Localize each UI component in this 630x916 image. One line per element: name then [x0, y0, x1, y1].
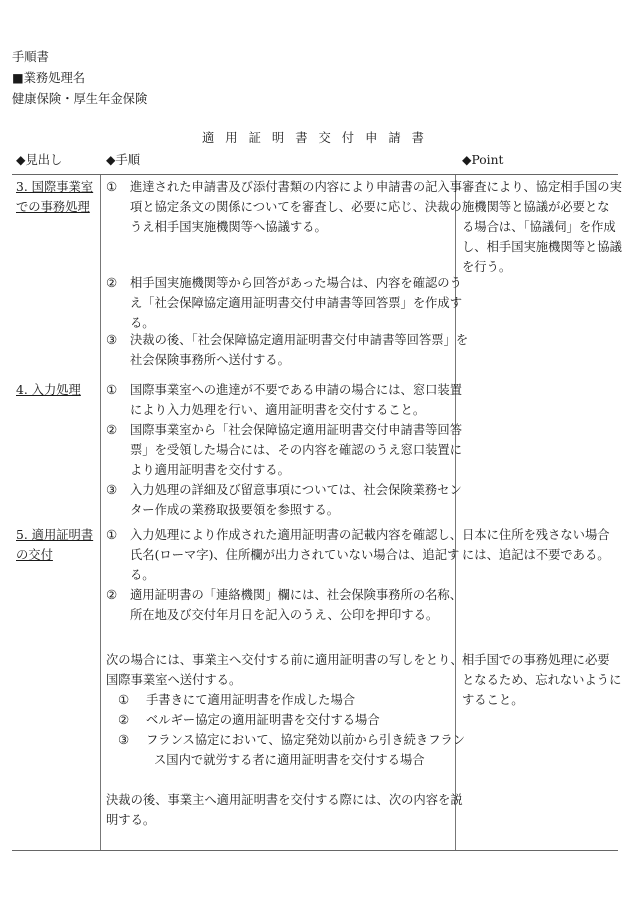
case-line: 手書きにて適用証明書を作成した場合 — [146, 693, 356, 707]
heading-line: 5. 適用証明書 — [16, 528, 94, 542]
point-line: し、相手国実施機関等と協議 — [462, 240, 622, 254]
item-marker: ① — [106, 180, 118, 194]
item-line: 項と協定条文の関係についてを審査し、必要に応じ、決裁の — [130, 200, 462, 214]
column-header-heading: ◆見出し — [16, 153, 63, 167]
task-name: 健康保険・厚生年金保険 — [12, 92, 148, 106]
case-marker: ① — [118, 693, 130, 707]
procedure-item — [106, 273, 462, 333]
point-note — [462, 177, 622, 277]
item-marker: ② — [106, 423, 118, 437]
item-line: 決裁の後、「社会保障協定適用証明書交付申請書等回答票」を — [130, 333, 469, 347]
copy-case — [118, 690, 355, 710]
point-note — [462, 525, 610, 565]
item-line: え「社会保障協定適用証明書交付申請書等回答票」を作成す — [130, 296, 463, 310]
copy-note — [106, 650, 463, 690]
case-line: ベルギー協定の適用証明書を交付する場合 — [146, 713, 380, 727]
item-line: 相手国実施機関等から回答があった場合は、内容を確認のう — [130, 276, 462, 290]
item-line: る。 — [130, 568, 155, 582]
copy-case — [118, 710, 380, 730]
item-line: 進達された申請書及び添付書類の内容により申請書の記入事 — [130, 180, 463, 194]
item-marker: ③ — [106, 333, 118, 347]
copy-case — [118, 730, 465, 770]
case-marker: ③ — [118, 733, 130, 747]
procedure-item — [106, 380, 462, 420]
case-line: ス国内で就労する者に適用証明書を交付する場合 — [154, 753, 425, 767]
doc-type: 手順書 — [12, 50, 49, 64]
note-line: 次の場合には、事業主へ交付する前に適用証明書の写しをとり、 — [106, 653, 463, 667]
point-line: すること。 — [462, 693, 524, 707]
item-line: 社会保険事務所へ送付する。 — [130, 353, 290, 367]
column-header-procedure: ◆手順 — [106, 153, 141, 167]
heading-line: 4. 入力処理 — [16, 383, 81, 397]
point-line: 日本に住所を残さない場合 — [462, 528, 610, 542]
item-line: 氏名(ローマ字)、住所欄が出力されていない場合は、追記す — [130, 548, 460, 562]
item-marker: ② — [106, 588, 118, 602]
task-label: ■業務処理名 — [12, 71, 86, 85]
point-line: 相手国での事務処理に必要 — [462, 653, 610, 667]
item-line: うえ相手国実施機関等へ協議する。 — [130, 220, 327, 234]
item-line: 国際事業室から「社会保障協定適用証明書交付申請書等回答 — [130, 423, 463, 437]
point-line: となるため、忘れないように — [462, 673, 622, 687]
procedure-item — [106, 420, 462, 480]
procedure-item — [106, 177, 462, 237]
item-line: 票」を受領した場合には、その内容を確認のうえ窓口装置に — [130, 443, 463, 457]
column-header-point: ◆Point — [462, 153, 504, 167]
item-line: ター作成の業務取扱要領を参照する。 — [130, 503, 340, 517]
heading-line: での事務処理 — [16, 200, 90, 214]
item-line: 適用証明書の「連絡機関」欄には、社会保険事務所の名称、 — [130, 588, 463, 602]
item-marker: ① — [106, 528, 118, 542]
heading-line: の交付 — [16, 548, 53, 562]
item-line: る。 — [130, 316, 155, 330]
section-heading-5 — [16, 525, 93, 565]
item-line: により入力処理を行い、適用証明書を交付すること。 — [130, 403, 426, 417]
table-bottom-border — [12, 850, 618, 851]
section-heading-4 — [16, 380, 81, 400]
point-line: る場合は、「協議伺」を作成 — [462, 220, 616, 234]
page-title: 適用証明書交付申請書 — [202, 131, 435, 145]
case-line: フランス協定において、協定発効以前から引き続きフラン — [146, 733, 466, 747]
point-line: 審査により、協定相手国の実 — [462, 180, 622, 194]
procedure-item — [106, 585, 462, 625]
item-line: より適用証明書を交付する。 — [130, 463, 290, 477]
column-divider-1 — [100, 175, 101, 851]
point-note — [462, 650, 621, 710]
point-line: 施機関等と協議が必要とな — [462, 200, 610, 214]
heading-line: 3. 国際事業室 — [16, 180, 94, 194]
point-line: を行う。 — [462, 260, 512, 274]
section-heading-3 — [16, 177, 93, 217]
header-divider — [12, 174, 618, 175]
procedure-item — [106, 330, 468, 370]
note-line: 国際事業室へ送付する。 — [106, 673, 242, 687]
procedure-item — [106, 525, 462, 585]
item-line: 入力処理の詳細及び留意事項については、社会保険業務セン — [130, 483, 462, 497]
item-marker: ② — [106, 276, 118, 290]
case-marker: ② — [118, 713, 130, 727]
item-line: 入力処理により作成された適用証明書の記載内容を確認し、 — [130, 528, 463, 542]
closing-line: 決裁の後、事業主へ適用証明書を交付する際には、次の内容を説 — [106, 793, 463, 807]
item-line: 国際事業室への進達が不要である申請の場合には、窓口装置 — [130, 383, 463, 397]
closing-line: 明する。 — [106, 813, 156, 827]
item-line: 所在地及び交付年月日を記入のうえ、公印を押印する。 — [130, 608, 439, 622]
item-marker: ① — [106, 383, 118, 397]
procedure-item — [106, 480, 462, 520]
closing-note — [106, 790, 463, 830]
item-marker: ③ — [106, 483, 118, 497]
point-line: には、追記は不要である。 — [462, 548, 610, 562]
